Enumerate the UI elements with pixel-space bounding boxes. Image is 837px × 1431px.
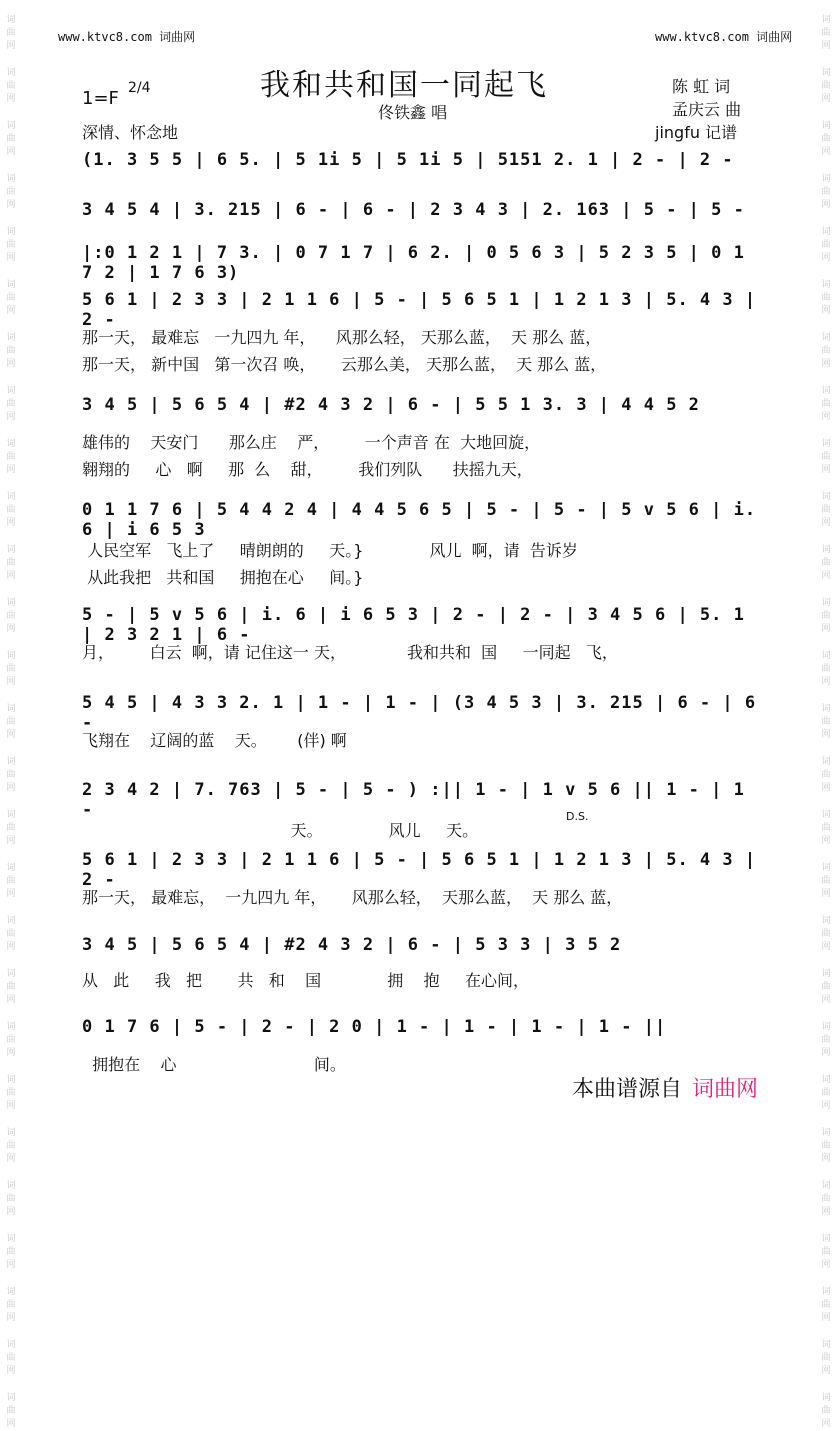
watermark-text: 词 曲 网 xyxy=(821,810,831,846)
watermark-left xyxy=(2,0,20,1429)
notation-row xyxy=(82,605,762,645)
watermark-text: 词 曲 网 xyxy=(6,1181,16,1217)
notation-row xyxy=(82,935,762,969)
notation-row xyxy=(82,500,762,540)
notation-text: 5 6 1 | 2 3 3 | 2 1 1 6 | 5 - | 5 6 5 1 | 1 2 1 3 | 5. 4 3 | 2 - xyxy=(82,850,757,890)
watermark-text: 词 曲 网 xyxy=(6,1340,16,1376)
singer: 佟铁鑫 唱 xyxy=(378,103,448,122)
site-link-left[interactable]: www.ktvc8.com 词曲网 xyxy=(58,30,196,44)
watermark-text: 词 曲 网 xyxy=(6,1128,16,1164)
notation-row xyxy=(82,693,762,733)
watermark-text: 词 曲 网 xyxy=(821,333,831,369)
watermark-text: 词 曲 网 xyxy=(6,1022,16,1058)
lyricist: 陈 虹 词 xyxy=(672,77,731,96)
notation-text: 5 4 5 | 4 3 3 2. 1 | 1 - | 1 - | (3 4 5 3 | 3. 215 | 6 - | 6 - xyxy=(82,693,757,733)
watermark-text: 词 曲 网 xyxy=(6,1393,16,1429)
notation-text: 0 1 7 6 | 5 - | 2 - | 2 0 | 1 - | 1 - | 1 - | 1 - || xyxy=(82,1017,667,1037)
watermark-text: 词 曲 网 xyxy=(6,757,16,793)
watermark-text: 词 曲 网 xyxy=(6,280,16,316)
watermark-text: 词 曲 网 xyxy=(821,651,831,687)
lyric-line: 翱翔的 心 啊 那 么 甜， 我们列队 扶摇九天， xyxy=(82,460,533,479)
time-signature: 2/4 xyxy=(128,80,151,96)
watermark-text: 词 曲 网 xyxy=(6,121,16,157)
watermark-text: 词 曲 网 xyxy=(821,68,831,104)
lyric-line: 月， 白云 啊，请 记住这一 天， 我和共和 国 一同起 飞， xyxy=(82,643,618,662)
watermark-text: 词 曲 网 xyxy=(821,492,831,528)
lyric-line: 从 此 我 把 共 和 国 拥 抱 在心间， xyxy=(82,971,530,990)
notation-text: 3 4 5 | 5 6 5 4 | #2 4 3 2 | 6 - | 5 3 3 | 3 5 2 xyxy=(82,935,622,955)
dal-segno-mark: D.S. xyxy=(566,810,589,823)
notation-row xyxy=(82,200,762,234)
watermark-text: 词 曲 网 xyxy=(6,386,16,422)
watermark-text: 词 曲 网 xyxy=(6,1075,16,1111)
watermark-text: 词 曲 网 xyxy=(6,439,16,475)
lyric-line: 从此我把 共和国 拥抱在心 间。} xyxy=(82,568,364,587)
watermark-text: 词 曲 网 xyxy=(6,651,16,687)
watermark-text: 词 曲 网 xyxy=(6,227,16,263)
watermark-text: 词 曲 网 xyxy=(821,545,831,581)
notation-text: |:0 1 2 1 | 7 3. | 0 7 1 7 | 6 2. | 0 5 6 3 | 5 2 3 5 | 0 1 7 2 | 1 7 6 3) xyxy=(82,243,745,283)
notation-text: 2 3 4 2 | 7. 763 | 5 - | 5 - ) :|| 1 - | 1 v 5 6 || 1 - | 1 - xyxy=(82,780,745,820)
watermark-text: 词 曲 网 xyxy=(821,1181,831,1217)
watermark-text: 词 曲 网 xyxy=(821,757,831,793)
key-signature: 1=F xyxy=(82,88,119,109)
notation-row xyxy=(82,150,762,184)
lyric-line: 天。 风儿 天。 xyxy=(82,821,479,840)
lyric-line: 飞翔在 辽阔的蓝 天。 (伴) 啊 xyxy=(82,731,347,750)
notation-text: 0 1 1 7 6 | 5 4 4 2 4 | 4 4 5 6 5 | 5 - | 5 - | 5 v 5 6 | i. 6 | i 6 5 3 xyxy=(82,500,757,540)
watermark-text: 词 曲 网 xyxy=(6,863,16,899)
watermark-text: 词 曲 网 xyxy=(6,333,16,369)
tempo-marking: 深情、怀念地 xyxy=(82,123,179,142)
watermark-text: 词 曲 网 xyxy=(6,174,16,210)
watermark-text: 词 曲 网 xyxy=(821,1128,831,1164)
notation-row xyxy=(82,395,762,429)
watermark-text: 词 曲 网 xyxy=(6,969,16,1005)
notation-row xyxy=(82,290,762,330)
watermark-text: 词 曲 网 xyxy=(821,121,831,157)
lyric-line: 雄伟的 天安门 那么庄 严， 一个声音 在 大地回旋， xyxy=(82,433,541,452)
lyric-line: 拥抱在 心 间。 xyxy=(82,1055,346,1074)
watermark-text: 词 曲 网 xyxy=(6,68,16,104)
watermark-text: 词 曲 网 xyxy=(821,280,831,316)
watermark-text: 词 曲 网 xyxy=(6,704,16,740)
composer: 孟庆云 曲 xyxy=(672,100,742,119)
watermark-text: 词 曲 网 xyxy=(821,386,831,422)
site-link-right[interactable]: www.ktvc8.com 词曲网 xyxy=(655,30,793,44)
lyric-line: 那一天， 最难忘， 一九四九 年， 风那么轻， 天那么蓝， 天 那么 蓝， xyxy=(82,888,623,907)
watermark-text: 词 曲 网 xyxy=(821,1075,831,1111)
lyric-line: 人民空军 飞上了 晴朗朗的 天。} 风儿 啊，请 告诉岁 xyxy=(82,541,578,560)
notation-row xyxy=(82,243,762,283)
notation-row xyxy=(82,1017,762,1051)
notation-text: 5 6 1 | 2 3 3 | 2 1 1 6 | 5 - | 5 6 5 1 | 1 2 1 3 | 5. 4 3 | 2 - xyxy=(82,290,757,330)
watermark-text: 词 曲 网 xyxy=(821,863,831,899)
watermark-text: 词 曲 网 xyxy=(821,1022,831,1058)
footer-source xyxy=(572,1072,758,1103)
watermark-text: 词 曲 网 xyxy=(6,492,16,528)
watermark-text: 词 曲 网 xyxy=(6,810,16,846)
watermark-text: 词 曲 网 xyxy=(821,227,831,263)
song-title: 我和共和国一同起飞 xyxy=(260,68,548,103)
watermark-text: 词 曲 网 xyxy=(6,598,16,634)
footer-source-label: 本曲谱源自 xyxy=(572,1077,683,1102)
watermark-text: 词 曲 网 xyxy=(6,1287,16,1323)
notation-text: 3 4 5 4 | 3. 215 | 6 - | 6 - | 2 3 4 3 | 2. 163 | 5 - | 5 - xyxy=(82,200,745,220)
watermark-text: 词 曲 网 xyxy=(821,969,831,1005)
watermark-text: 词 曲 网 xyxy=(821,15,831,51)
transcriber: jingfu 记谱 xyxy=(655,123,738,142)
watermark-text: 词 曲 网 xyxy=(6,1234,16,1270)
watermark-text: 词 曲 网 xyxy=(821,1234,831,1270)
watermark-text: 词 曲 网 xyxy=(6,15,16,51)
watermark-text: 词 曲 网 xyxy=(821,916,831,952)
watermark-right xyxy=(817,0,835,1429)
watermark-text: 词 曲 网 xyxy=(6,916,16,952)
notation-text: (1. 3 5 5 | 6 5. | 5 1i 5 | 5 1i 5 | 5151 2. 1 | 2 - | 2 - xyxy=(82,150,734,170)
watermark-text: 词 曲 网 xyxy=(821,174,831,210)
watermark-text: 词 曲 网 xyxy=(821,598,831,634)
notation-text: 3 4 5 | 5 6 5 4 | #2 4 3 2 | 6 - | 5 5 1 3. 3 | 4 4 5 2 xyxy=(82,395,700,415)
watermark-text: 词 曲 网 xyxy=(821,1287,831,1323)
notation-row xyxy=(82,850,762,890)
watermark-text: 词 曲 网 xyxy=(6,545,16,581)
watermark-text: 词 曲 网 xyxy=(821,1340,831,1376)
watermark-text: 词 曲 网 xyxy=(821,1393,831,1429)
watermark-text: 词 曲 网 xyxy=(821,439,831,475)
lyric-line: 那一天， 新中国 第一次召 唤， 云那么美， 天那么蓝， 天 那么 蓝， xyxy=(82,355,607,374)
watermark-text: 词 曲 网 xyxy=(821,704,831,740)
footer-brand-link[interactable]: 词曲网 xyxy=(692,1077,759,1102)
notation-text: 5 - | 5 v 5 6 | i. 6 | i 6 5 3 | 2 - | 2 - | 3 4 5 6 | 5. 1 | 2 3 2 1 | 6 - xyxy=(82,605,745,645)
lyric-line: 那一天， 最难忘 一九四九 年， 风那么轻， 天那么蓝， 天 那么 蓝， xyxy=(82,328,602,347)
